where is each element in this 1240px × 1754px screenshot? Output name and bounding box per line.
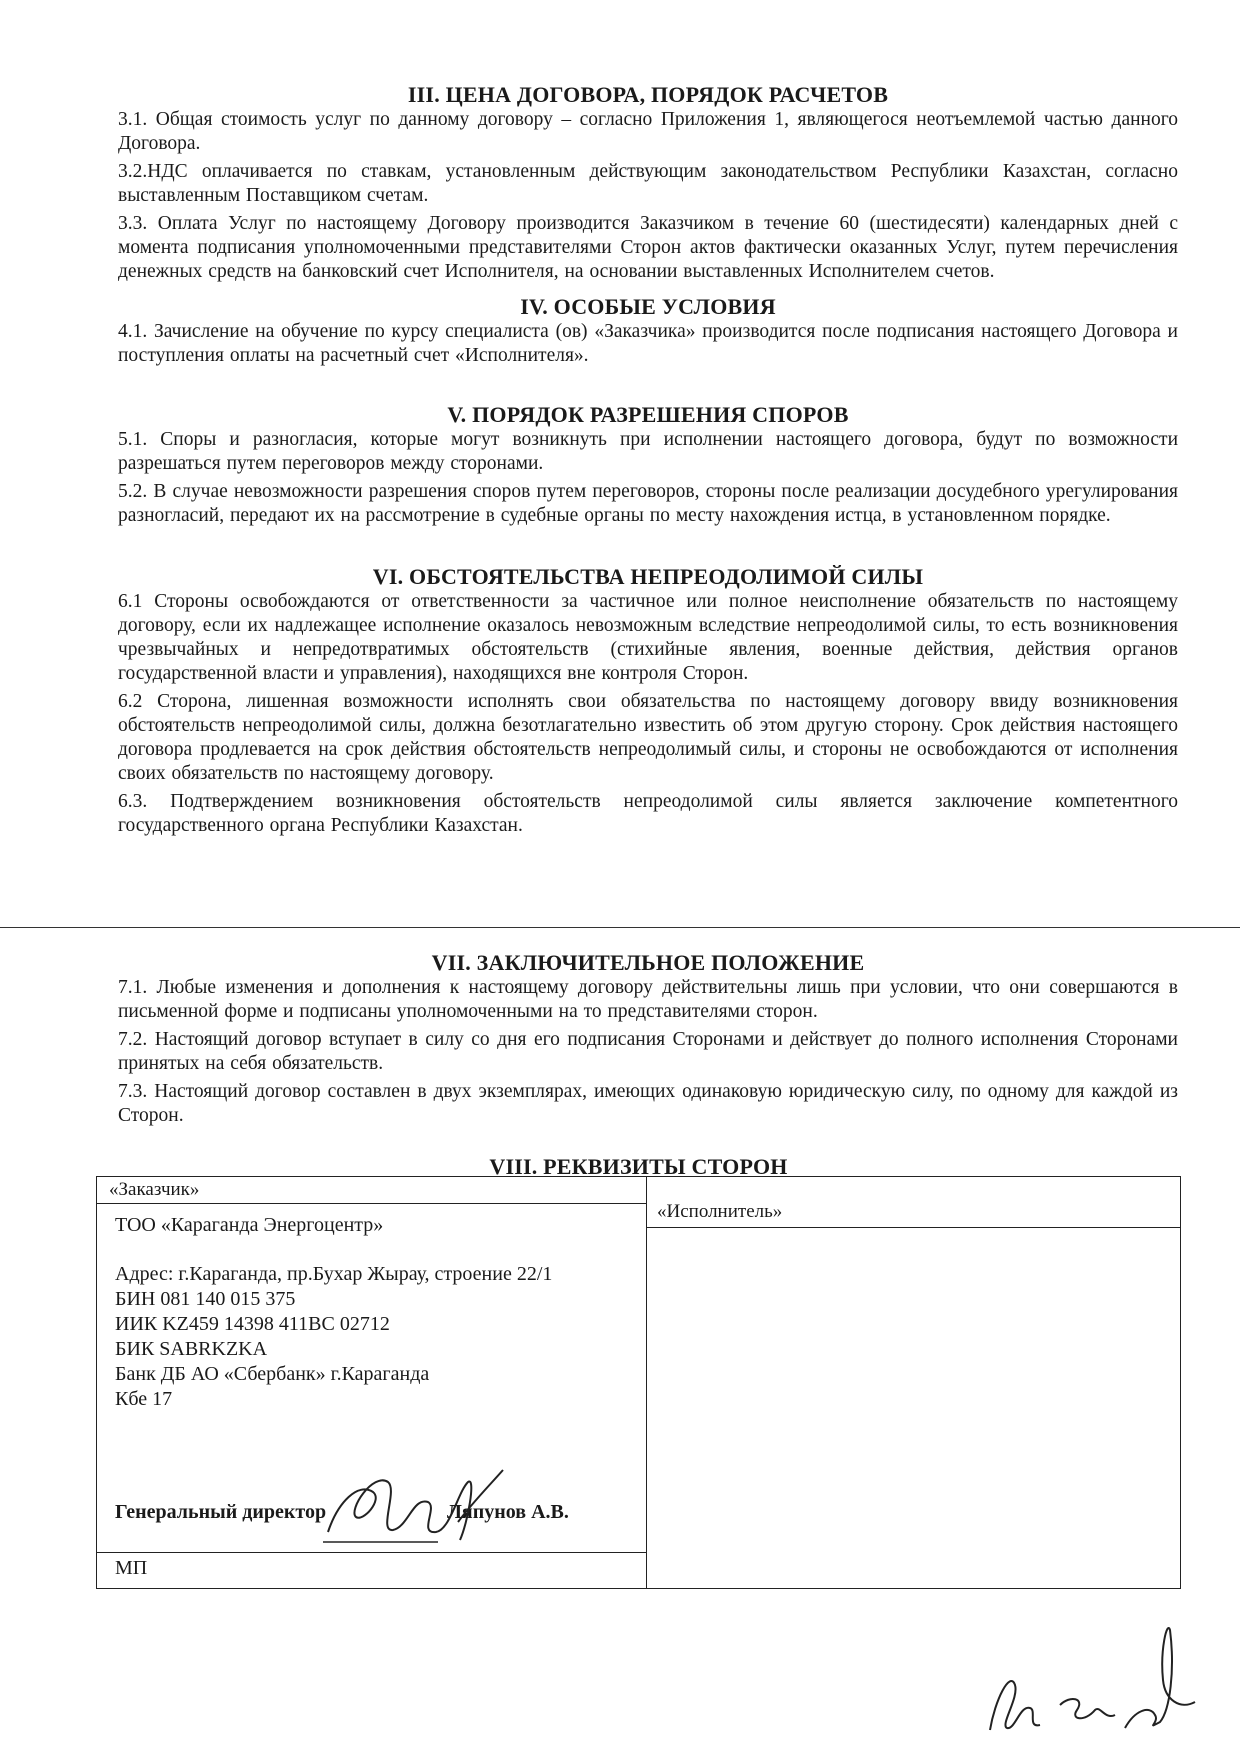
customer-name: ТОО «Караганда Энергоцентр» <box>115 1214 384 1236</box>
section-3-title: III. ЦЕНА ДОГОВОРА, ПОРЯДОК РАСЧЕТОВ <box>407 82 889 107</box>
executor-header: «Исполнитель» <box>657 1201 783 1222</box>
page-initials-signature <box>985 1610 1205 1740</box>
clause-5-2: 5.2. В случае невозможности разрешения споров путем переговоров, стороны после реализации досудебного урегулирования разногласий, передают их на рассмотрение в судебные органы по месту нахождения истца, в установленном порядке. <box>118 481 1178 526</box>
director-signature <box>318 1462 518 1552</box>
section-8-title: VIII. РЕКВИЗИТЫ СТОРОН <box>489 1154 788 1179</box>
customer-iik: ИИК KZ459 14398 411BC 02712 <box>115 1313 390 1335</box>
section-6-title: VI. ОБСТОЯТЕЛЬСТВА НЕПРЕОДОЛИМОЙ СИЛЫ <box>372 564 924 589</box>
table-column-divider <box>646 1177 647 1588</box>
customer-header: «Заказчик» <box>109 1179 200 1200</box>
director-name: Ляпунов А.В. <box>447 1501 569 1523</box>
clause-6-2: 6.2 Сторона, лишенная возможности исполнять свои обязательства по настоящему договору ввиду возникновения обстоятельств непреодолимой силы, должна безотлагательно известить об этом другую сторону. Срок действия настоящего договора продлевается на срок действия обстоятельств непреодолимый силы, и стороны не освобождаются от исполнения своих обязательств по настоящему договору. <box>118 691 1178 784</box>
customer-details <box>115 1213 552 1412</box>
customer-bik: БИК SABRKZKA <box>115 1338 268 1360</box>
section-4-title: IV. ОСОБЫЕ УСЛОВИЯ <box>520 294 776 319</box>
clause-5-1: 5.1. Споры и разногласия, которые могут возникнуть при исполнении настоящего договора, будут по возможности разрешаться путем переговоров между сторонами. <box>118 429 1178 474</box>
table-row-divider <box>646 1227 1180 1228</box>
customer-address: Адрес: г.Караганда, пр.Бухар Жырау, строение 22/1 <box>115 1263 553 1285</box>
clause-3-3: 3.3. Оплата Услуг по настоящему Договору производится Заказчиком в течение 60 (шестидесяти) календарных дней с момента подписания уполномоченными представителями Сторон актов фактически оказанных Услуг, путем перечисления денежных средств на банковский счет Исполнителя, на основании выставленных Исполнителем счетов. <box>118 213 1178 282</box>
stamp-place-label: МП <box>115 1557 148 1579</box>
clause-3-1: 3.1. Общая стоимость услуг по данному договору – согласно Приложения 1, являющегося неотъемлемой частью данного Договора. <box>118 109 1178 154</box>
clause-6-1: 6.1 Стороны освобождаются от ответственности за частичное или полное неисполнение обязательств по настоящему договору, если их надлежащее исполнение оказалось невозможным вследствие непреодолимой силы, то есть возникновения чрезвычайных и непредотвратимых обстоятельств (стихийные явления, военные действия, действия органов государственной власти и управления), находящихся вне контроля Сторон. <box>118 591 1178 684</box>
clause-3-2: 3.2.НДС оплачивается по ставкам, установленным действующим законодательством Республики Казахстан, согласно выставленным Поставщиком счетам. <box>118 161 1178 206</box>
table-row-divider <box>97 1552 646 1553</box>
clause-7-3: 7.3. Настоящий договор составлен в двух экземплярах, имеющих одинаковую юридическую силу, по одному для каждой из Сторон. <box>118 1081 1178 1126</box>
clause-6-3: 6.3. Подтверждением возникновения обстоятельств непреодолимой силы является заключение компетентного государственного органа Республики Казахстан. <box>118 791 1178 836</box>
section-7-title: VII. ЗАКЛЮЧИТЕЛЬНОЕ ПОЛОЖЕНИЕ <box>431 950 865 975</box>
section-5-title: V. ПОРЯДОК РАЗРЕШЕНИЯ СПОРОВ <box>447 402 849 427</box>
customer-bank: Банк ДБ АО «Сбербанк» г.Караганда <box>115 1363 430 1385</box>
contract-body <box>118 82 1178 842</box>
director-signature-line <box>115 1501 569 1524</box>
clause-7-1: 7.1. Любые изменения и дополнения к настоящему договору действительны лишь при условии, что они совершаются в письменной форме и подписаны уполномоченными на то представителями сторон. <box>118 977 1178 1022</box>
clause-7-2: 7.2. Настоящий договор вступает в силу со дня его подписания Сторонами и действует до полного исполнения Сторонами принятых на себя обязательств. <box>118 1029 1178 1074</box>
page-divider-line <box>0 927 1240 928</box>
customer-kbe: Кбе 17 <box>115 1388 173 1410</box>
requisites-table <box>96 1176 1181 1589</box>
director-title: Генеральный директор <box>115 1501 327 1523</box>
table-row-divider <box>97 1203 646 1204</box>
section-7 <box>118 950 1178 1132</box>
spacer <box>115 1238 552 1262</box>
clause-4-1: 4.1. Зачисление на обучение по курсу специалиста (ов) «Заказчика» производится после подписания настоящего Договора и поступления оплаты на расчетный счет «Исполнителя». <box>118 321 1178 366</box>
customer-bin: БИН 081 140 015 375 <box>115 1288 296 1310</box>
